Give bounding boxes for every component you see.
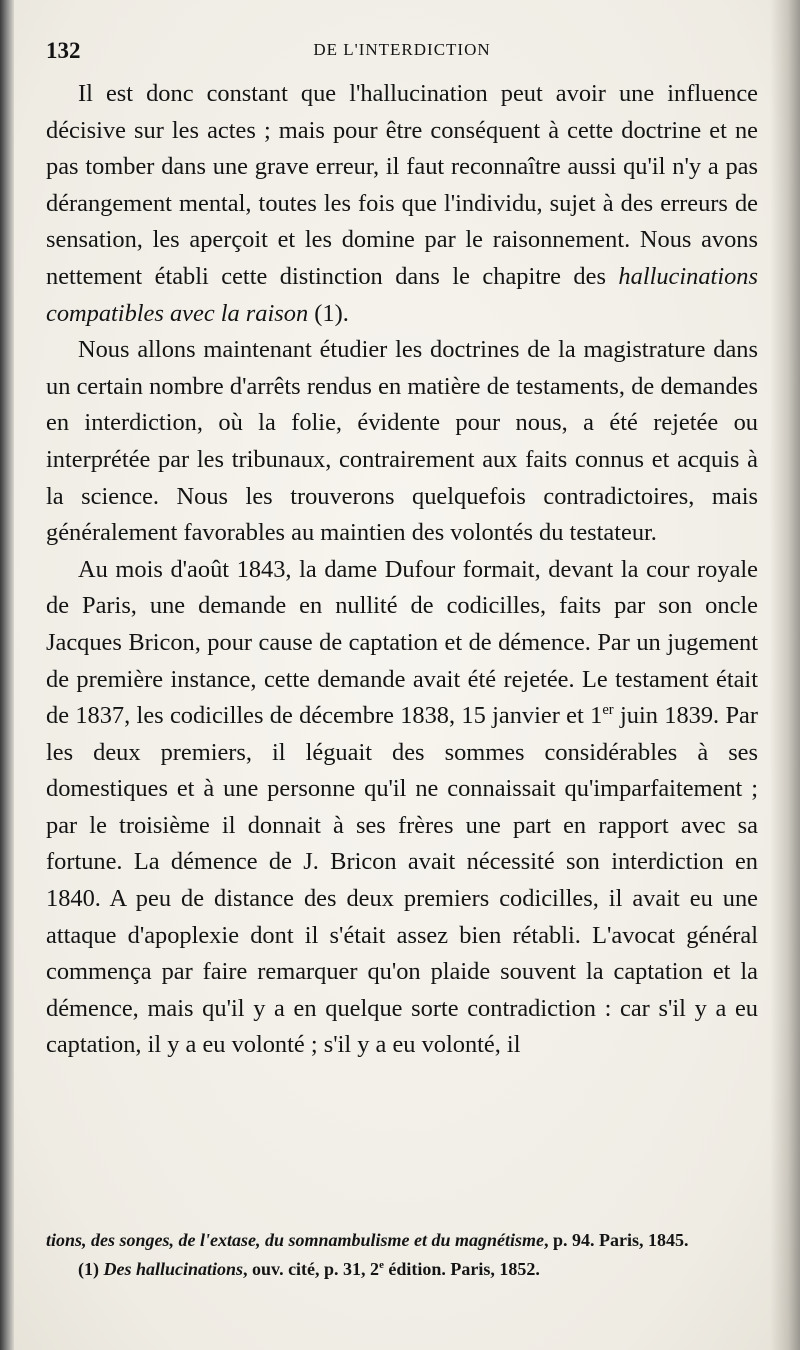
- paragraph-hallucination-influence: [46, 76, 758, 332]
- page-header: [46, 38, 758, 64]
- footnote-marker: (1): [78, 1259, 104, 1279]
- running-title: DE L'INTERDICTION: [313, 40, 491, 59]
- paragraph-dufour-case: [46, 552, 758, 1064]
- footnotes: [46, 1226, 758, 1284]
- footnote-continued-italic: tions, des songes, de l'extase, du somnambulisme et du magnétisme: [46, 1230, 545, 1250]
- footnote-1-end: édition. Paris, 1852.: [383, 1259, 540, 1279]
- paragraph-text-end: (1).: [308, 299, 349, 327]
- superscript-er: er: [602, 701, 614, 718]
- paragraph-text: Au mois d'août 1843, la dame Dufour formait, devant la cour royale de Paris, une demande en nullité de codicilles, faits par son oncle Jacques Bricon, pour cause de captation et de démence. Par un jugement de première instance, cette demande avait été rejetée. Le testament était de 1837, les codicilles de décembre 1838, 15 janvier et 1: [46, 555, 758, 730]
- footnote-continued: [46, 1226, 758, 1255]
- italic-chapter-title: hallucinations compatibles avec la raison: [46, 262, 758, 327]
- paragraph-text: Il est donc constant que l'hallucination peut avoir une influence décisive sur les actes ; mais pour être conséquent à cette doctrine et ne pas tomber dans une grave erreur, il faut reconnaître aussi qu'il n'y a pas dérangement mental, toutes les fois que l'individu, sujet à des erreurs de sensation, les aperçoit et les domine par le raisonnement. Nous avons nettement établi cette distinction dans le chapitre des: [46, 80, 758, 290]
- paragraph-text-end: juin 1839. Par les deux premiers, il léguait des sommes considérables à ses domestiques et à une personne qu'il ne connaissait qu'imparfaitement ; par le troisième il donnait à ses frères une part en rapport avec sa fortune. La démence de J. Bricon avait nécessité son interdiction en 1840. A peu de distance des deux premiers codicilles, il avait eu une attaque d'apoplexie dont il s'était assez bien rétabli. L'avocat général commença par faire remarquer qu'on plaide souvent la captation et la démence, mais qu'il y a en quelque sorte contradiction : car s'il y a eu captation, il y a eu volonté ; s'il y a eu volonté, il: [46, 702, 758, 1059]
- footnote-1: [46, 1255, 758, 1284]
- page-binding-edge: [0, 0, 14, 1350]
- page-outer-edge: [770, 0, 800, 1350]
- footnote-continued-text: , p. 94. Paris, 1845.: [544, 1230, 689, 1250]
- superscript-e: e: [379, 1259, 384, 1271]
- paragraph-magistrature-doctrines: Nous allons maintenant étudier les doctrines de la magistrature dans un certain nombre d'arrêts rendus en matière de testaments, de demandes en interdiction, où la folie, évidente pour nous, a été rejetée ou interprétée par les tribunaux, contrairement aux faits connus et acquis à la science. Nous les trouverons quelquefois contradictoires, mais généralement favorables au maintien des volontés du testateur.: [46, 336, 758, 547]
- page-number: 132: [46, 38, 81, 63]
- main-text: [46, 76, 758, 1064]
- footnote-1-text: , ouv. cité, p. 31, 2: [243, 1259, 380, 1279]
- footnote-1-title: Des hallucinations: [103, 1259, 244, 1279]
